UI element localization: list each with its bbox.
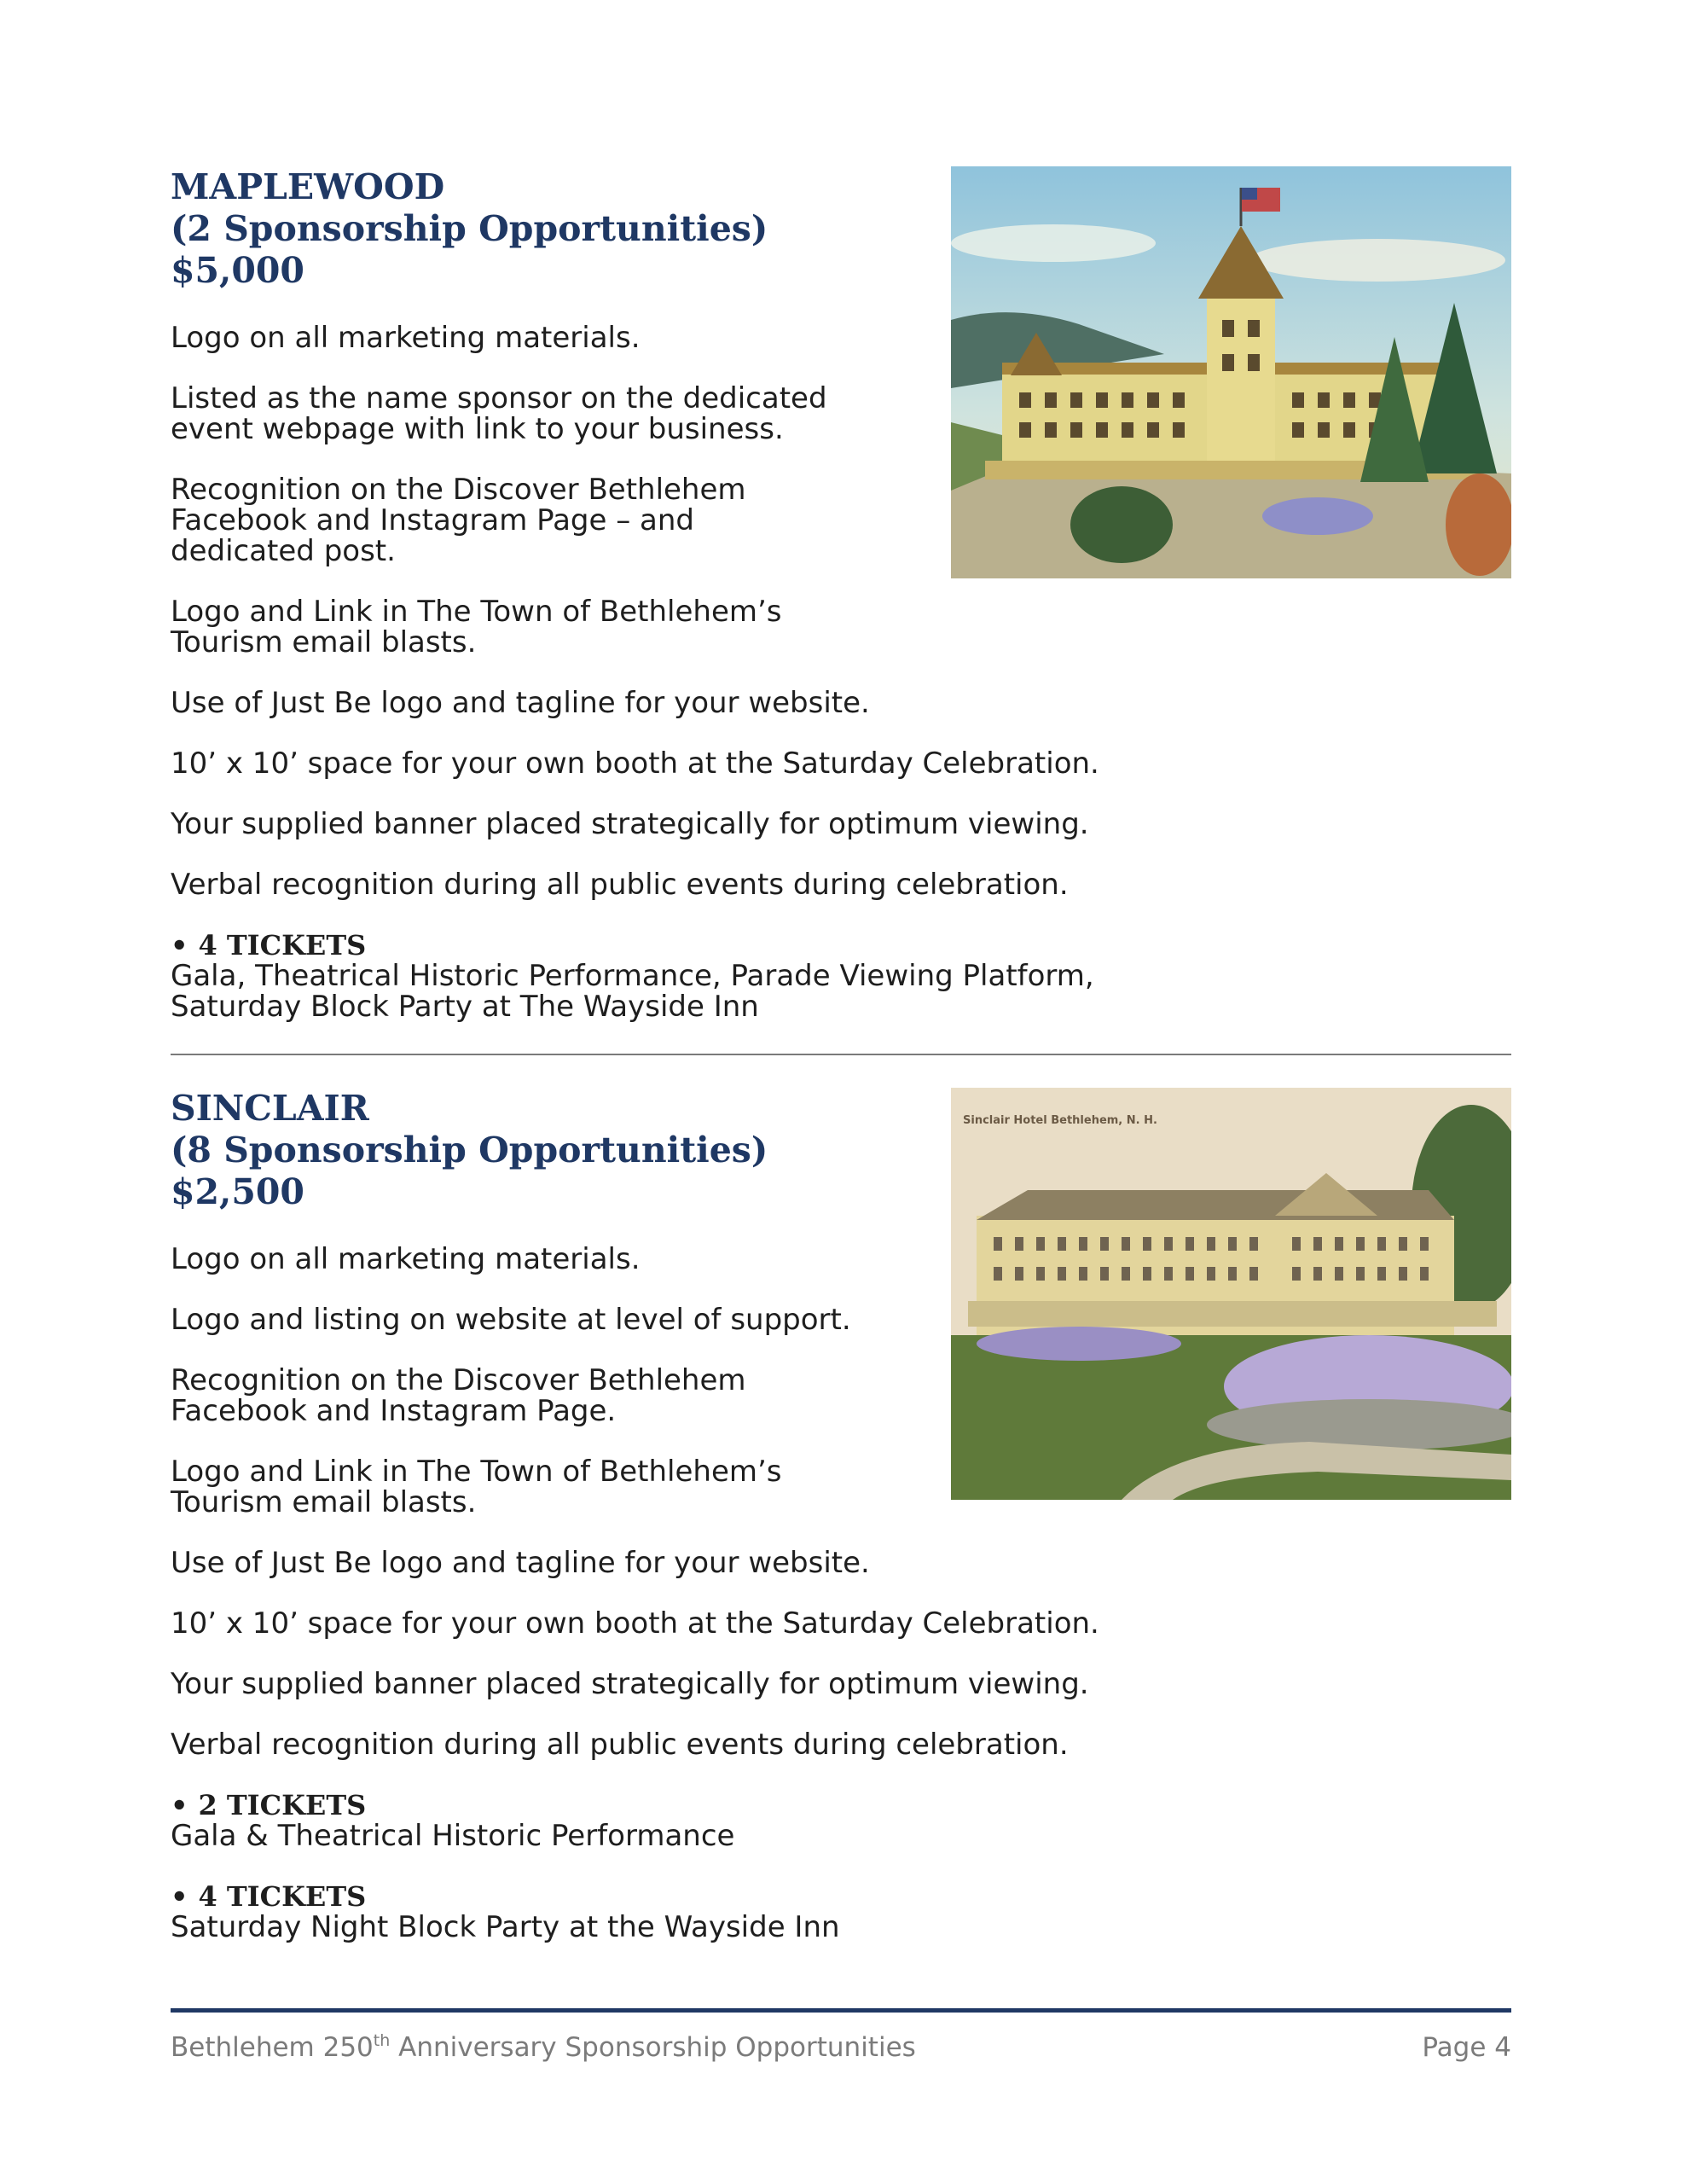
benefit-item: Logo and listing on website at level of support. — [171, 1303, 851, 1337]
benefit-item: Verbal recognition during all public events during celebration. — [171, 1728, 1069, 1762]
footer-rule — [171, 2008, 1511, 2013]
ticket-block — [171, 930, 1134, 1022]
ticket-block — [171, 1881, 1134, 1943]
footer — [171, 2030, 1511, 2065]
ticket-block — [171, 1790, 1134, 1851]
maplewood-name: MAPLEWOOD — [171, 166, 445, 207]
sinclair-heading — [171, 1088, 938, 1213]
sinclair-opportunities: (8 Sponsorship Opportunities) — [171, 1130, 768, 1170]
maplewood-section — [171, 166, 1518, 1052]
benefit-item: Logo on all marketing materials. — [171, 1242, 641, 1276]
maplewood-hotel-illustration — [951, 166, 1511, 578]
benefit-item: Use of Just Be logo and tagline for your website. — [171, 1546, 870, 1580]
page-number: Page 4 — [1422, 2032, 1511, 2063]
maplewood-hotel-photo — [951, 166, 1511, 578]
maplewood-opportunities: (2 Sponsorship Opportunities) — [171, 208, 768, 249]
photo-caption: Sinclair Hotel Bethlehem, N. H. — [963, 1114, 1157, 1127]
benefit-item: Logo on all marketing materials. — [171, 321, 641, 355]
benefit-item: Your supplied banner placed strategically for optimum viewing. — [171, 1667, 1089, 1701]
ticket-description: Saturday Night Block Party at the Wayside Inn — [171, 1910, 840, 1944]
benefit-item: Recognition on the Discover Bethlehem Facebook and Instagram Page. — [171, 1363, 746, 1428]
benefit-item: Verbal recognition during all public events during celebration. — [171, 868, 1069, 902]
sinclair-name: SINCLAIR — [171, 1088, 369, 1129]
sinclair-hotel-photo — [951, 1088, 1511, 1500]
ticket-title: 4 TICKETS — [198, 929, 367, 961]
maplewood-heading — [171, 166, 938, 292]
benefit-item: Your supplied banner placed strategically for optimum viewing. — [171, 807, 1089, 841]
sinclair-section — [171, 1088, 1518, 1972]
bullet-icon: • — [171, 1880, 188, 1913]
bullet-icon: • — [171, 1789, 188, 1821]
sinclair-hotel-illustration — [951, 1088, 1511, 1500]
benefit-item: Logo and Link in The Town of Bethlehem’s Tourism email blasts. — [171, 595, 782, 659]
ticket-title: 4 TICKETS — [198, 1880, 367, 1913]
benefit-item: 10’ x 10’ space for your own booth at the Saturday Celebration. — [171, 1606, 1099, 1641]
benefit-item: Use of Just Be logo and tagline for your website. — [171, 686, 870, 720]
benefit-item: 10’ x 10’ space for your own booth at the Saturday Celebration. — [171, 746, 1099, 781]
ticket-description: Gala, Theatrical Historic Performance, Parade Viewing Platform, Saturday Block Party at The Wayside Inn — [171, 959, 1094, 1024]
ticket-description: Gala & Theatrical Historic Performance — [171, 1819, 735, 1853]
benefit-item: Logo and Link in The Town of Bethlehem’s Tourism email blasts. — [171, 1455, 782, 1519]
maplewood-price: $5,000 — [171, 250, 304, 291]
benefit-item: Recognition on the Discover Bethlehem Facebook and Instagram Page – and dedicated post. — [171, 473, 746, 568]
sinclair-price: $2,500 — [171, 1171, 304, 1212]
bullet-icon: • — [171, 929, 188, 961]
benefit-item: Listed as the name sponsor on the dedicated event webpage with link to your business. — [171, 381, 827, 446]
section-divider — [171, 1054, 1511, 1055]
footer-title: Bethlehem 250th Anniversary Sponsorship Opportunities — [171, 2031, 916, 2063]
ticket-title: 2 TICKETS — [198, 1789, 367, 1821]
